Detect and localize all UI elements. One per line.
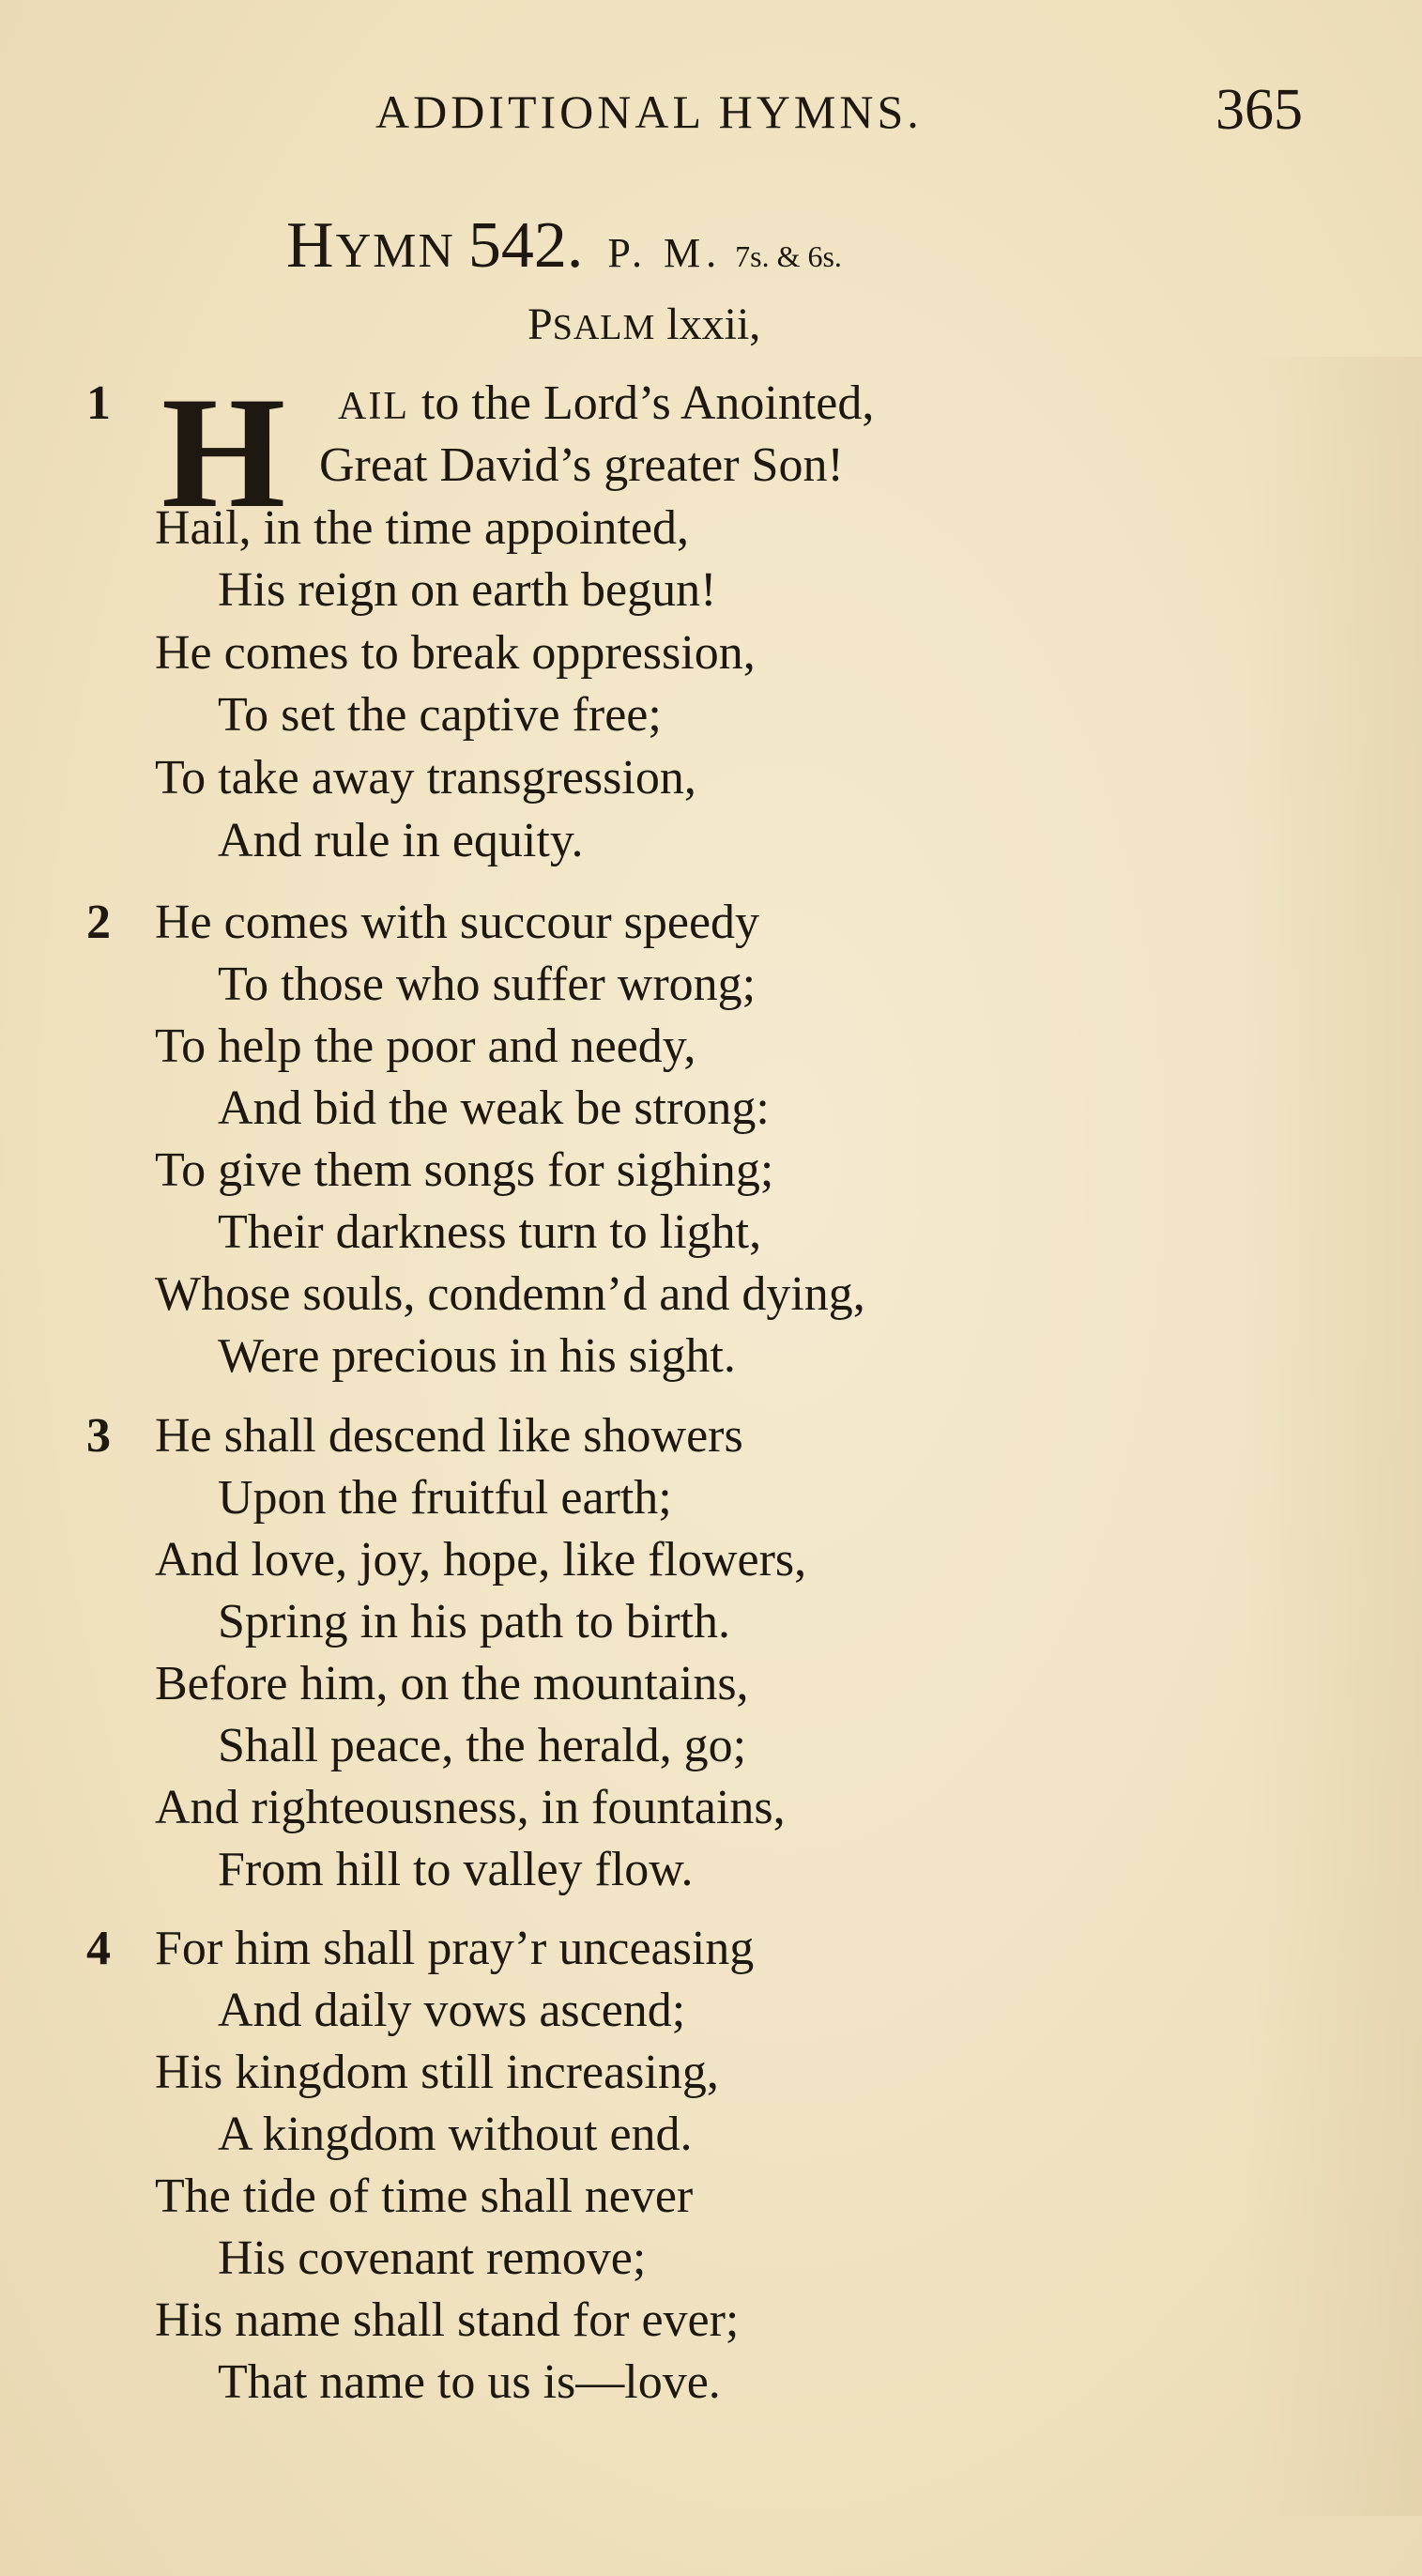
stanza-line: Hail, in the time appointed, bbox=[155, 501, 689, 555]
hymn-label-rest: YMN bbox=[335, 224, 455, 278]
hymn-heading bbox=[286, 208, 842, 284]
stanza-line: A kingdom without end. bbox=[218, 2108, 693, 2161]
psalm-label-rest: SALM bbox=[552, 308, 656, 347]
stanza-line: Great David’s greater Son! bbox=[319, 438, 844, 492]
stanza-line: And rule in equity. bbox=[218, 814, 584, 867]
stanza-line: For him shall pray’r unceasing bbox=[155, 1922, 755, 1975]
stanza-line: Spring in his path to birth. bbox=[218, 1595, 730, 1648]
stanza-line: He comes with succour speedy bbox=[155, 896, 760, 949]
hymn-label-initial: H bbox=[286, 209, 336, 282]
stanza-line: Their darkness turn to light, bbox=[218, 1205, 762, 1259]
stanza-number: 2 bbox=[86, 896, 111, 949]
psalm-label-initial: P bbox=[528, 299, 553, 349]
stanza-line: Whose souls, condemn’d and dying, bbox=[155, 1267, 865, 1321]
stanza-line: Shall peace, the herald, go; bbox=[218, 1719, 747, 1772]
stanza-line: His kingdom still increasing, bbox=[155, 2046, 719, 2099]
stanza-line: And daily vows ascend; bbox=[218, 1984, 686, 2037]
drop-cap: H bbox=[161, 364, 286, 541]
hymn-number: 542. bbox=[467, 209, 584, 282]
first-line-text: to the Lord’s Anointed, bbox=[408, 376, 875, 430]
stanza-line: From hill to valley flow. bbox=[218, 1843, 694, 1896]
show-through-margin bbox=[1244, 357, 1422, 2516]
stanza-line: His name shall stand for ever; bbox=[155, 2293, 740, 2347]
stanza-line: Were precious in his sight. bbox=[218, 1329, 736, 1383]
stanza-line: To take away transgression, bbox=[155, 751, 696, 805]
stanza-line: And bid the weak be strong: bbox=[218, 1081, 770, 1135]
hymn-meter: P. M. bbox=[607, 230, 723, 276]
stanza-number: 1 bbox=[86, 376, 111, 430]
stanza-number: 3 bbox=[86, 1409, 111, 1463]
first-line-caps: AIL bbox=[338, 385, 409, 428]
psalm-reference bbox=[528, 299, 760, 350]
stanza-line: And love, joy, hope, like flowers, bbox=[155, 1533, 807, 1587]
stanza-line: He comes to break oppression, bbox=[155, 626, 756, 680]
stanza-line: To set the captive free; bbox=[218, 688, 662, 742]
stanza-line: To help the poor and needy, bbox=[155, 1020, 696, 1073]
stanza-line bbox=[338, 376, 874, 431]
stanza-line: That name to us is—love. bbox=[218, 2355, 721, 2409]
stanza-line: His covenant remove; bbox=[218, 2231, 647, 2285]
hymn-meter-detail: 7s. & 6s. bbox=[735, 239, 842, 273]
stanza-line: His reign on earth begun! bbox=[218, 563, 717, 617]
stanza-number: 4 bbox=[86, 1922, 111, 1975]
stanza-line: Before him, on the mountains, bbox=[155, 1657, 749, 1710]
page-number: 365 bbox=[1216, 78, 1303, 142]
stanza-line: The tide of time shall never bbox=[155, 2170, 694, 2223]
stanza-line: To those who suffer wrong; bbox=[218, 958, 757, 1011]
stanza-line: And righteousness, in fountains, bbox=[155, 1781, 786, 1834]
psalm-number: lxxii, bbox=[666, 299, 761, 349]
running-title: ADDITIONAL HYMNS. bbox=[375, 85, 923, 138]
stanza-line: Upon the fruitful earth; bbox=[218, 1471, 672, 1525]
stanza-line: He shall descend like showers bbox=[155, 1409, 743, 1463]
stanza-line: To give them songs for sighing; bbox=[155, 1143, 774, 1197]
